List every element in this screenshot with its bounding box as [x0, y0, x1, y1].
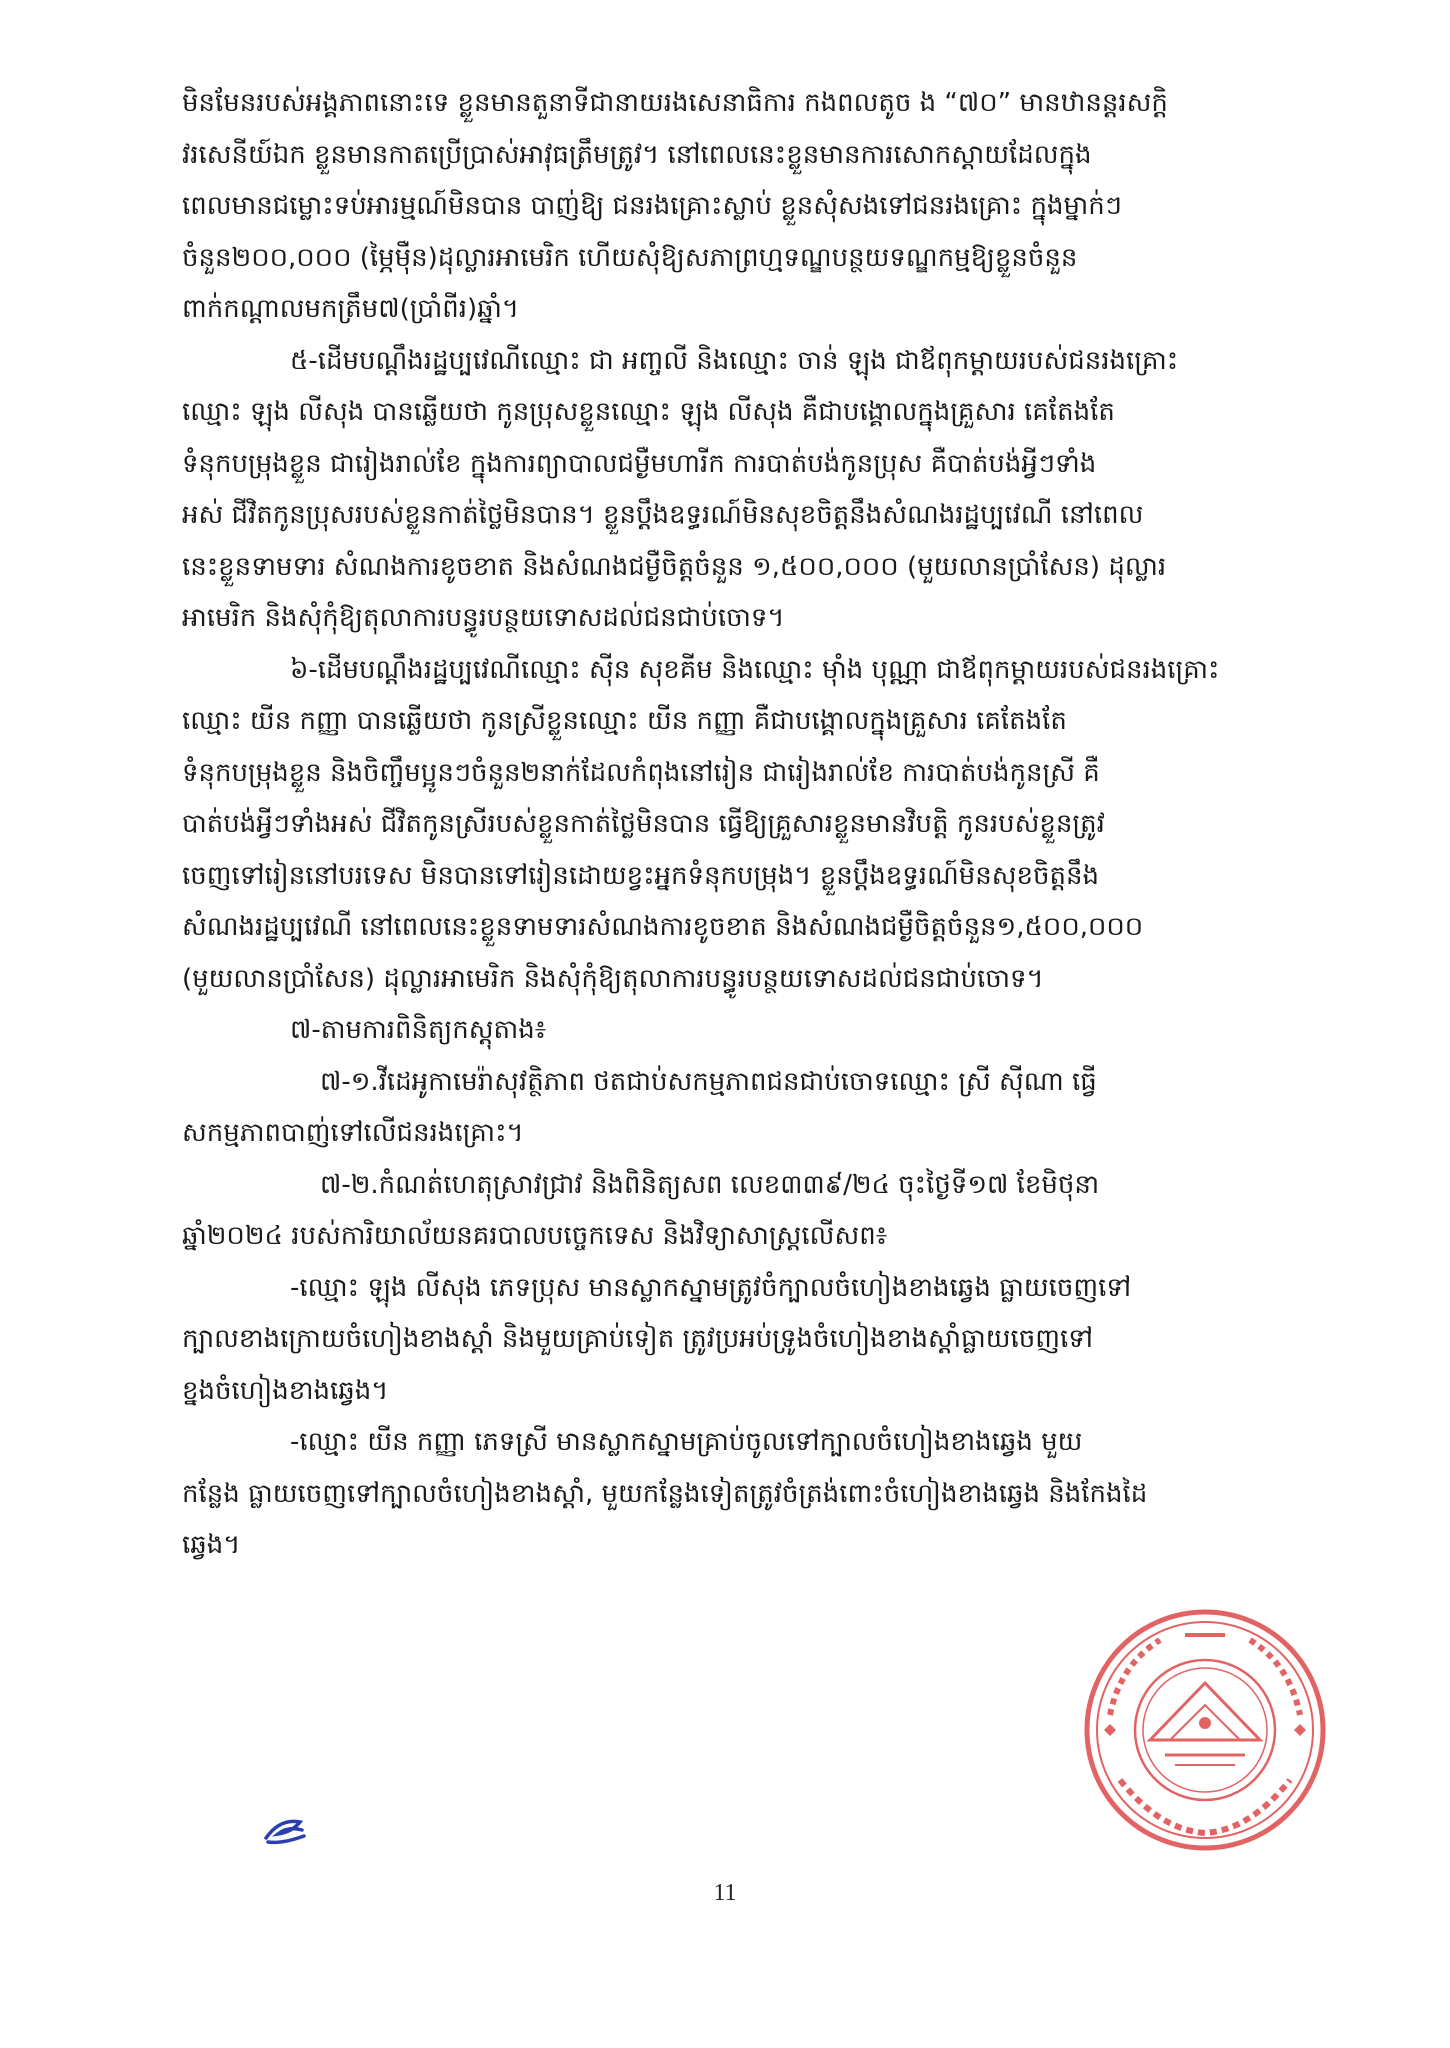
document-body [182, 78, 1280, 1572]
text-line: អាមេរិក និងសុំកុំឱ្យតុលាការបន្ធូរបន្ថយទោសដល់ជនជាប់ចោទ។ [182, 603, 785, 633]
text-line: នេះខ្លួនទាមទារ សំណងការខូចខាត និងសំណងជម្ងឺចិត្តចំនួន ១,៥០០,០០០ (មួយលានប្រាំសែន) ដុល្លារ [182, 551, 1167, 582]
text-line: មិនមែនរបស់អង្គភាពនោះទេ ខ្លួនមានតួនាទីជានាយរងសេនាធិការ កងពលតូច ង “៧០” មានឋានន្តរសក្តិ [182, 88, 1168, 118]
official-seal-icon [1080, 1605, 1330, 1855]
text-line: ចំនួន២០០,០០០ (ម្ភៃម៉ឺន)ដុល្លារអាមេរិក ហើយសុំឱ្យសភាព្រហ្មទណ្ឌបន្ថយទណ្ឌកម្មឱ្យខ្លួនចំនួន [182, 242, 1078, 273]
text-line: ទំនុកបម្រុងខ្លួន ជារៀងរាល់ខែ ក្នុងការព្យាបាលជម្ងឺមហារីក ការបាត់បង់កូនប្រុស គឺបាត់បង់អ្វីៗទាំង [182, 448, 1097, 479]
text-line: ទំនុកបម្រុងខ្លួន និងចិញ្ចឹមប្អូនៗចំនួន២នាក់ដែលកំពុងនៅរៀន ជារៀងរាល់ខែ ការបាត់បង់កូនស្រី គឺ [182, 757, 1100, 788]
paragraph-6-start: ៦-ដើមបណ្តឹងរដ្ឋប្បវេណីឈ្មោះ ស៊ីន សុខគីម និងឈ្មោះ ម៉ាំង បុណ្ណា ជាឪពុកម្តាយរបស់ជនរងគ្រោះ [290, 654, 1220, 685]
text-line: ឈ្មោះ យីន កញ្ញា បានឆ្លើយថា កូនស្រីខ្លួនឈ្មោះ យីន កញ្ញា គឺជាបង្គោលក្នុងគ្រួសារ គេតែងតែ [182, 706, 1067, 736]
victim-2-findings: -ឈ្មោះ យីន កញ្ញា ភេទស្រី មានស្លាកស្នាមគ្រាប់ចូលទៅក្បាលចំហៀងខាងឆ្វេង មួយ [290, 1427, 1083, 1457]
text-line: វរសេនីយ៍ឯក ខ្លួនមានកាតប្រើប្រាស់អាវុធត្រឹមត្រូវ។ នៅពេលនេះខ្លួនមានការសោកស្តាយដែលក្នុង [182, 139, 1092, 170]
subitem-7-1: ៧-១.វីដេអូកាមេរ៉ាសុវត្ថិភាព ថតជាប់សកម្មភាពជនជាប់ចោទឈ្មោះ ស្រី ស៊ីណា ធ្វើ [320, 1066, 1097, 1097]
text-line: (មួយលានប្រាំសែន) ដុល្លារអាមេរិក និងសុំកុំឱ្យតុលាការបន្ធូរបន្ថយទោសដល់ជនជាប់ចោទ។ [182, 963, 1044, 994]
text-line: ពាក់កណ្តាលមកត្រឹម៧(ប្រាំពីរ)ឆ្នាំ។ [182, 294, 520, 324]
paragraph-5-start: ៥-ដើមបណ្តឹងរដ្ឋប្បវេណីឈ្មោះ ជា អញ្ចលី និងឈ្មោះ ចាន់ ឡុង ជាឪពុកម្តាយរបស់ជនរងគ្រោះ [290, 345, 1179, 376]
text-line: ក្បាលខាងក្រោយចំហៀងខាងស្តាំ និងមួយគ្រាប់ទៀត ត្រូវប្រអប់ទ្រូងចំហៀងខាងស្តាំធ្លាយចេញទៅ [182, 1324, 1094, 1354]
initial-mark-icon [262, 1808, 308, 1848]
text-line: សំណងរដ្ឋប្បវេណី នៅពេលនេះខ្លួនទាមទារសំណងការខូចខាត និងសំណងជម្ងឺចិត្តចំនួន១,៥០០,០០០ [182, 912, 1144, 942]
page-number: 11 [713, 1880, 737, 1906]
text-line: ឆ្វេង។ [182, 1530, 241, 1560]
text-line: ពេលមានជម្លោះទប់អារម្មណ៍មិនបាន បាញ់ឱ្យ ជនរងគ្រោះស្លាប់ ខ្លួនសុំសងទៅជនរងគ្រោះ ក្នុងម្នាក់ៗ [182, 191, 1122, 221]
text-line: អស់ ជីវិតកូនប្រុសរបស់ខ្លួនកាត់ថ្លៃមិនបាន។ ខ្លួនប្តឹងឧទ្ធរណ៍មិនសុខចិត្តនឹងសំណងរដ្ឋប្បវេណី នៅពេល [182, 500, 1144, 530]
text-line: ឆ្នាំ២០២៤ របស់ការិយាល័យនគរបាលបច្ចេកទេស និងវិទ្យាសាស្ត្រលើសព៖ [182, 1221, 888, 1251]
text-line: បាត់បង់អ្វីៗទាំងអស់ ជីវិតកូនស្រីរបស់ខ្លួនកាត់ថ្លៃមិនបាន ធ្វើឱ្យគ្រួសារខ្លួនមានវិបត្តិ កូនរបស់ខ្លួនត្រូវ [182, 809, 1105, 839]
text-line: ខ្នងចំហៀងខាងឆ្វេង។ [182, 1375, 389, 1406]
paragraph-7-heading: ៧-តាមការពិនិត្យកស្តុតាង៖ [290, 1015, 547, 1045]
text-line: កន្លែង ធ្លាយចេញទៅក្បាលចំហៀងខាងស្តាំ, មួយកន្លែងទៀតត្រូវចំត្រង់ពោះចំហៀងខាងឆ្វេង និងកែងដៃ [182, 1478, 1148, 1509]
text-line: សកម្មភាពបាញ់ទៅលើជនរងគ្រោះ។ [182, 1118, 524, 1148]
text-line: ចេញទៅរៀននៅបរទេស មិនបានទៅរៀនដោយខ្វះអ្នកទំនុកបម្រុង។ ខ្លួនប្តឹងឧទ្ធរណ៍មិនសុខចិត្តនឹង [182, 860, 1100, 891]
text-line: ឈ្មោះ ឡុង លីសុង បានឆ្លើយថា កូនប្រុសខ្លួនឈ្មោះ ឡុង លីសុង គឺជាបង្គោលក្នុងគ្រួសារ គេតែងតែ [182, 397, 1115, 427]
victim-1-findings: -ឈ្មោះ ឡុង លីសុង ភេទប្រុស មានស្លាកស្នាមត្រូវចំក្បាលចំហៀងខាងឆ្វេង ធ្លាយចេញទៅ [290, 1272, 1132, 1303]
subitem-7-2: ៧-២.កំណត់ហេតុស្រាវជ្រាវ និងពិនិត្យសព លេខ៣៣៩/២៤ ចុះថ្ងៃទី១៧ ខែមិថុនា [320, 1169, 1100, 1200]
